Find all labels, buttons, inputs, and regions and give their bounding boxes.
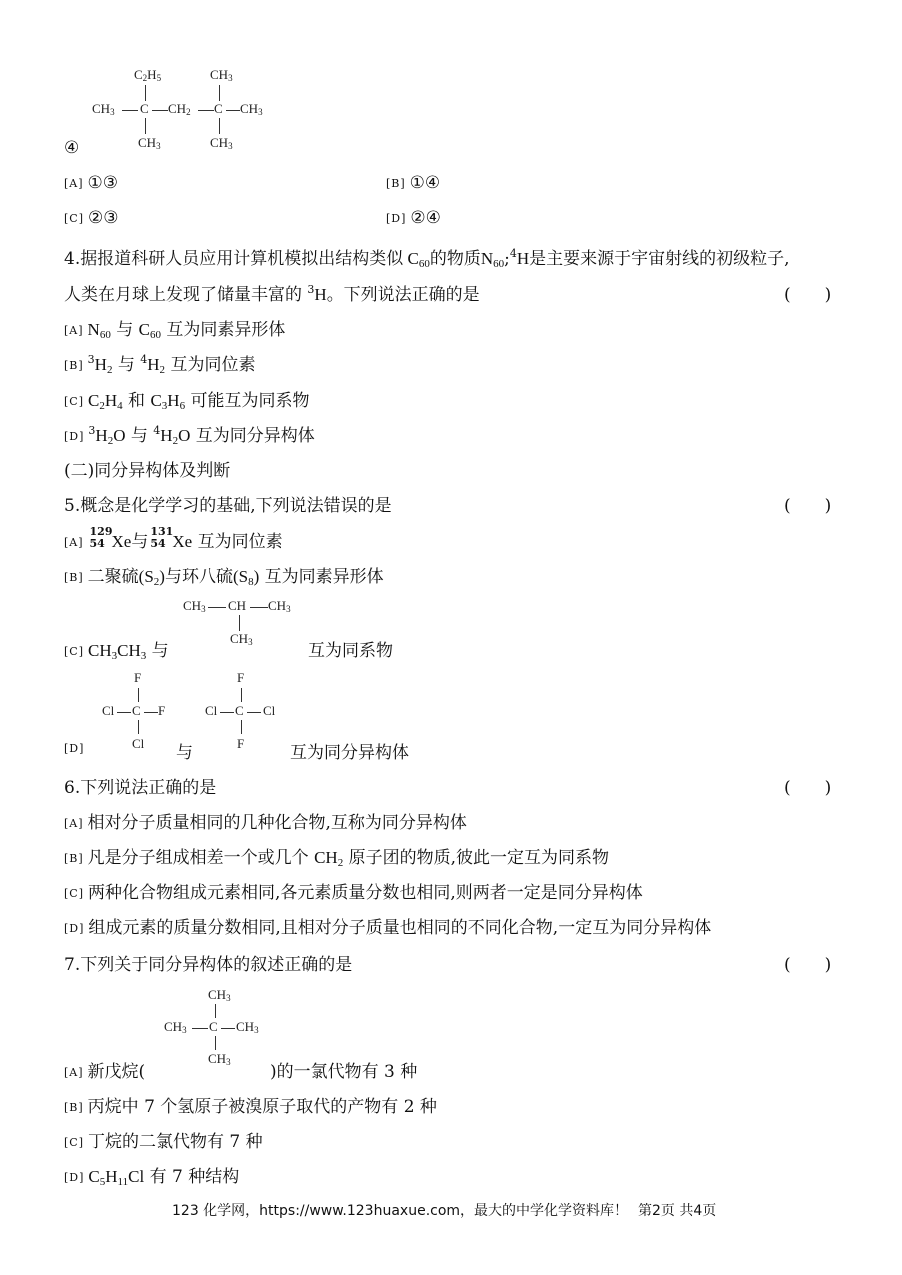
q7-option-a: [A] 新戊烷( bbox=[64, 1062, 146, 1082]
q6-option-d: [D] 组成元素的质量分数相同,且相对分子质量也相同的不同化合物,一定互为同分异构体 bbox=[64, 918, 712, 938]
q3-option-d: [D] ②④ bbox=[386, 208, 441, 228]
struct-ch2: $CH_2$ bbox=[168, 101, 191, 117]
q7-option-b: [B] 丙烷中 7 个氢原子被溴原子取代的产物有 2 种 bbox=[64, 1097, 437, 1117]
struct-ch3-bot2: $CH_3$ bbox=[210, 135, 233, 151]
footer-page-number: 第2页 共4页 bbox=[638, 1203, 717, 1219]
q3-option-b: [B] ①④ bbox=[386, 173, 441, 193]
q7-option-d: [D] $C_5H_{11}Cl$ 有 7 种结构 bbox=[64, 1167, 240, 1188]
q5-answer-paren: ( ) bbox=[784, 496, 832, 516]
struct-c2: C bbox=[214, 101, 223, 116]
section-heading: (二)同分异构体及判断 bbox=[64, 461, 231, 481]
struct-ch3-left: $CH_3$ bbox=[92, 101, 115, 117]
q6-option-b: [B] 凡是分子组成相差一个或几个 $CH_2$ 原子团的物质,彼此一定互为同系物 bbox=[64, 848, 610, 869]
q6-option-a: [A] 相对分子质量相同的几种化合物,互称为同分异构体 bbox=[64, 813, 467, 833]
struct-c2h5: $C_2H_5$ bbox=[134, 67, 162, 83]
q5-option-d-tail: 互为同分异构体 bbox=[290, 743, 409, 763]
q5-option-c: [C] $CH_3CH_3$ 与 bbox=[64, 641, 169, 662]
q4-option-b: [B] $^3H_2$ 与 $^4H_2$ 互为同位素 bbox=[64, 353, 256, 376]
q6-option-c: [C] 两种化合物组成元素相同,各元素质量分数也相同,则两者一定是同分异构体 bbox=[64, 883, 643, 903]
footer-site-text: 123 化学网，https://www.123huaxue.com，最大的中学化学资料库！ bbox=[172, 1203, 629, 1219]
circle-number-4: ④ bbox=[64, 138, 80, 158]
q5-option-d: [D] bbox=[64, 742, 85, 755]
q3-option-a: [A] ①③ bbox=[64, 173, 119, 193]
q5-option-b: [B] 二聚硫$(S_2)$与环八硫$(S_8)$ 互为同素异形体 bbox=[64, 567, 384, 588]
q5-stem: 5.概念是化学学习的基础,下列说法错误的是 bbox=[64, 496, 392, 516]
q4-option-a: [A] $N_{60}$ 与 $C_{60}$ 互为同素异形体 bbox=[64, 320, 286, 341]
struct-ch3-bot1: $CH_3$ bbox=[138, 135, 161, 151]
q4-answer-paren: ( ) bbox=[784, 285, 832, 305]
q7-stem: 7.下列关于同分异构体的叙述正确的是 bbox=[64, 955, 353, 975]
struct-ch3-right: $CH_3$ bbox=[240, 101, 263, 117]
q5-option-c-tail: 互为同系物 bbox=[308, 641, 393, 661]
q6-stem: 6.下列说法正确的是 bbox=[64, 778, 217, 798]
q7-option-a-tail: )的一氯代物有 3 种 bbox=[270, 1062, 418, 1082]
q7-answer-paren: ( ) bbox=[784, 955, 832, 975]
q4-option-c: [C] $C_2H_4$ 和 $C_3H_6$ 可能互为同系物 bbox=[64, 391, 310, 412]
q3-option-c: [C] ②③ bbox=[64, 208, 119, 228]
q5-option-a: [A] 129 54 Xe与 131 54 Xe 互为同位素 bbox=[64, 525, 283, 552]
q5-option-d-mid: 与 bbox=[176, 743, 193, 763]
struct-c1: C bbox=[140, 101, 149, 116]
q4-stem-line2: 人类在月球上发现了储量丰富的 $^3$H。下列说法正确的是 bbox=[64, 283, 480, 305]
struct-ch3-top: $CH_3$ bbox=[210, 67, 233, 83]
q4-stem-line1: 4.据报道科研人员应用计算机模拟出结构类似 $C_{60}$的物质$N_{60};^4H$是主要来源于宇宙射线的初级粒子, bbox=[64, 247, 790, 270]
q7-option-c: [C] 丁烷的二氯代物有 7 种 bbox=[64, 1132, 263, 1152]
q4-option-d: [D] $^3H_2O$ 与 $^4H_2O$ 互为同分异构体 bbox=[64, 424, 315, 447]
q6-answer-paren: ( ) bbox=[784, 778, 832, 798]
